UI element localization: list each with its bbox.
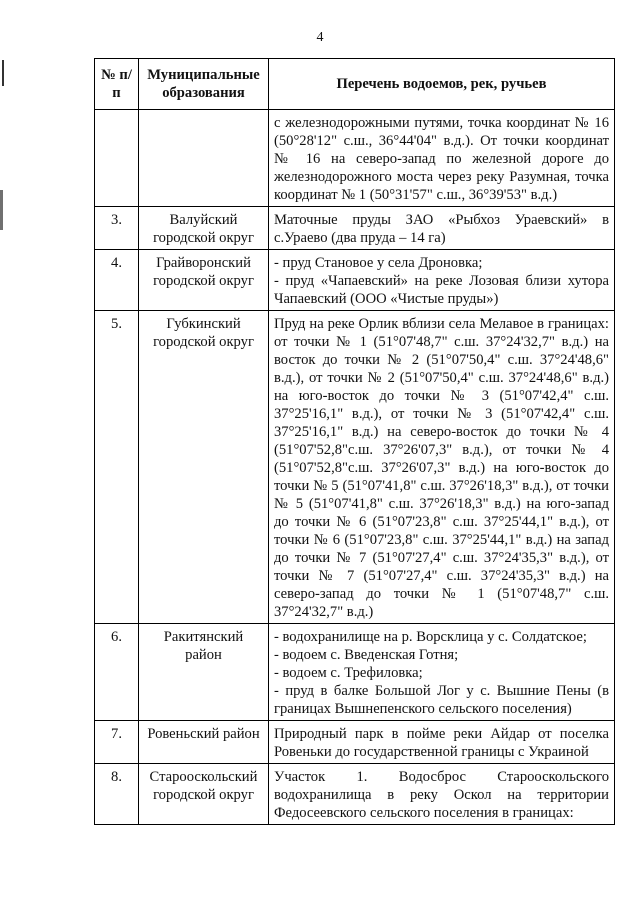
municipality-cell: Старооскольский городской округ: [139, 764, 269, 825]
num-cell: [95, 110, 139, 207]
header-num: № п/п: [95, 59, 139, 110]
water-bodies-cell: [269, 721, 615, 764]
water-bodies-cell: [269, 311, 615, 624]
num-cell: 3.: [95, 207, 139, 250]
water-bodies-cell: с железнодорожными путями, точка координат № 16 (50°28'12" с.ш., 36°44'04" в.д.). От точки координат № 16 на северо-запад по железной дороге до железнодорожного моста через реку Разумная, точка координат № 1 (50°31'57" с.ш., 36°39'53" в.д.): [269, 110, 615, 207]
table-row: [95, 311, 615, 624]
num-cell: 6.: [95, 624, 139, 721]
water-body-item: - водоем с. Введенская Готня;: [274, 647, 459, 663]
page-number: 4: [316, 30, 324, 45]
water-bodies-table: [94, 58, 615, 825]
table-row: [95, 250, 615, 311]
num-cell: 4.: [95, 250, 139, 311]
margin-mark: [0, 190, 3, 230]
water-body-item: Участок 1. Водосброс Старооскольского водохранилища в реку Оскол на территории Федосеевского сельского поселения в границах:: [274, 769, 609, 821]
num-cell: 7.: [95, 721, 139, 764]
water-body-item: Маточные пруды ЗАО «Рыбхоз Ураевский» в с.Ураево (два пруда – 14 га): [274, 212, 609, 246]
water-bodies-cell: [269, 250, 615, 311]
table-row: [95, 207, 615, 250]
water-body-item: Пруд на реке Орлик вблизи села Мелавое в границах: от точки № 1 (51°07'48,7" с.ш. 37°24'32,7" в.д.) на восток до точки № 2 (51°07'50,4" с.ш. 37°24'48,6" в.д.), от точки № 2 (51°07'50,4" с.ш. 37°24'48,6" в.д.) на юго-восток до точки № 3 (51°07'42,4" с.ш. 37°25'16,1" в.д.), от точки № 3 (51°07'42,4" с.ш. 37°25'16,1" в.д.) на северо-восток до точки № 4 (51°07'52,8"с.ш. 37°26'07,3" в.д.), от точки № 4 (51°07'52,8"с.ш. 37°26'07,3" в.д.) на юго-восток до точки № 5 (51°07'41,8" с.ш. 37°26'18,3" в.д.), от точки № 5 (51°07'41,8" с.ш. 37°26'18,3" в.д.) на юго-запад до точки № 6 (51°07'23,8" с.ш. 37°25'44,1" в.д.), от точки № 6 (51°07'23,8" с.ш. 37°25'44,1" в.д.) на запад до точки № 7 (51°07'27,4" с.ш. 37°24'35,3" в.д.), от точки № 7 (51°07'27,4" с.ш. 37°24'35,3" в.д.) на северо-запад до точки № 1 (51°07'48,7" с.ш. 37°24'32,7" в.д.): [274, 316, 609, 620]
municipality-cell: Грайворонский городской округ: [139, 250, 269, 311]
water-body-item: Природный парк в пойме реки Айдар от поселка Ровеньки до государственной границы с Украиной: [274, 726, 609, 760]
municipality-cell: Валуйский городской округ: [139, 207, 269, 250]
header-list: Перечень водоемов, рек, ручьев: [269, 59, 615, 110]
num-cell: 8.: [95, 764, 139, 825]
table-row-continuation: [95, 110, 615, 207]
water-body-item: - пруд Становое у села Дроновка;: [274, 255, 483, 271]
table-header-row: [95, 59, 615, 110]
water-body-item: - водоем с. Трефиловка;: [274, 665, 423, 681]
water-bodies-cell: [269, 207, 615, 250]
water-bodies-cell: [269, 624, 615, 721]
municipality-cell: Ракитянский район: [139, 624, 269, 721]
municipality-cell: Губкинский городской округ: [139, 311, 269, 624]
table-row: [95, 721, 615, 764]
water-bodies-cell: [269, 764, 615, 825]
water-body-item: - водохранилище на р. Ворсклица у с. Солдатское;: [274, 629, 587, 645]
municipality-cell: Ровеньский район: [139, 721, 269, 764]
table-body: [95, 207, 615, 825]
water-body-item: - пруд «Чапаевский» на реке Лозовая близи хутора Чапаевский (ООО «Чистые пруды»): [274, 273, 609, 307]
municipality-cell: [139, 110, 269, 207]
water-body-item: - пруд в балке Большой Лог у с. Вышние Пены (в границах Вышнепенского сельского поселения): [274, 683, 609, 717]
margin-mark: [2, 60, 4, 86]
num-cell: 5.: [95, 311, 139, 624]
header-municipality: Муниципальные образования: [139, 59, 269, 110]
table-row: [95, 624, 615, 721]
table-row: [95, 764, 615, 825]
